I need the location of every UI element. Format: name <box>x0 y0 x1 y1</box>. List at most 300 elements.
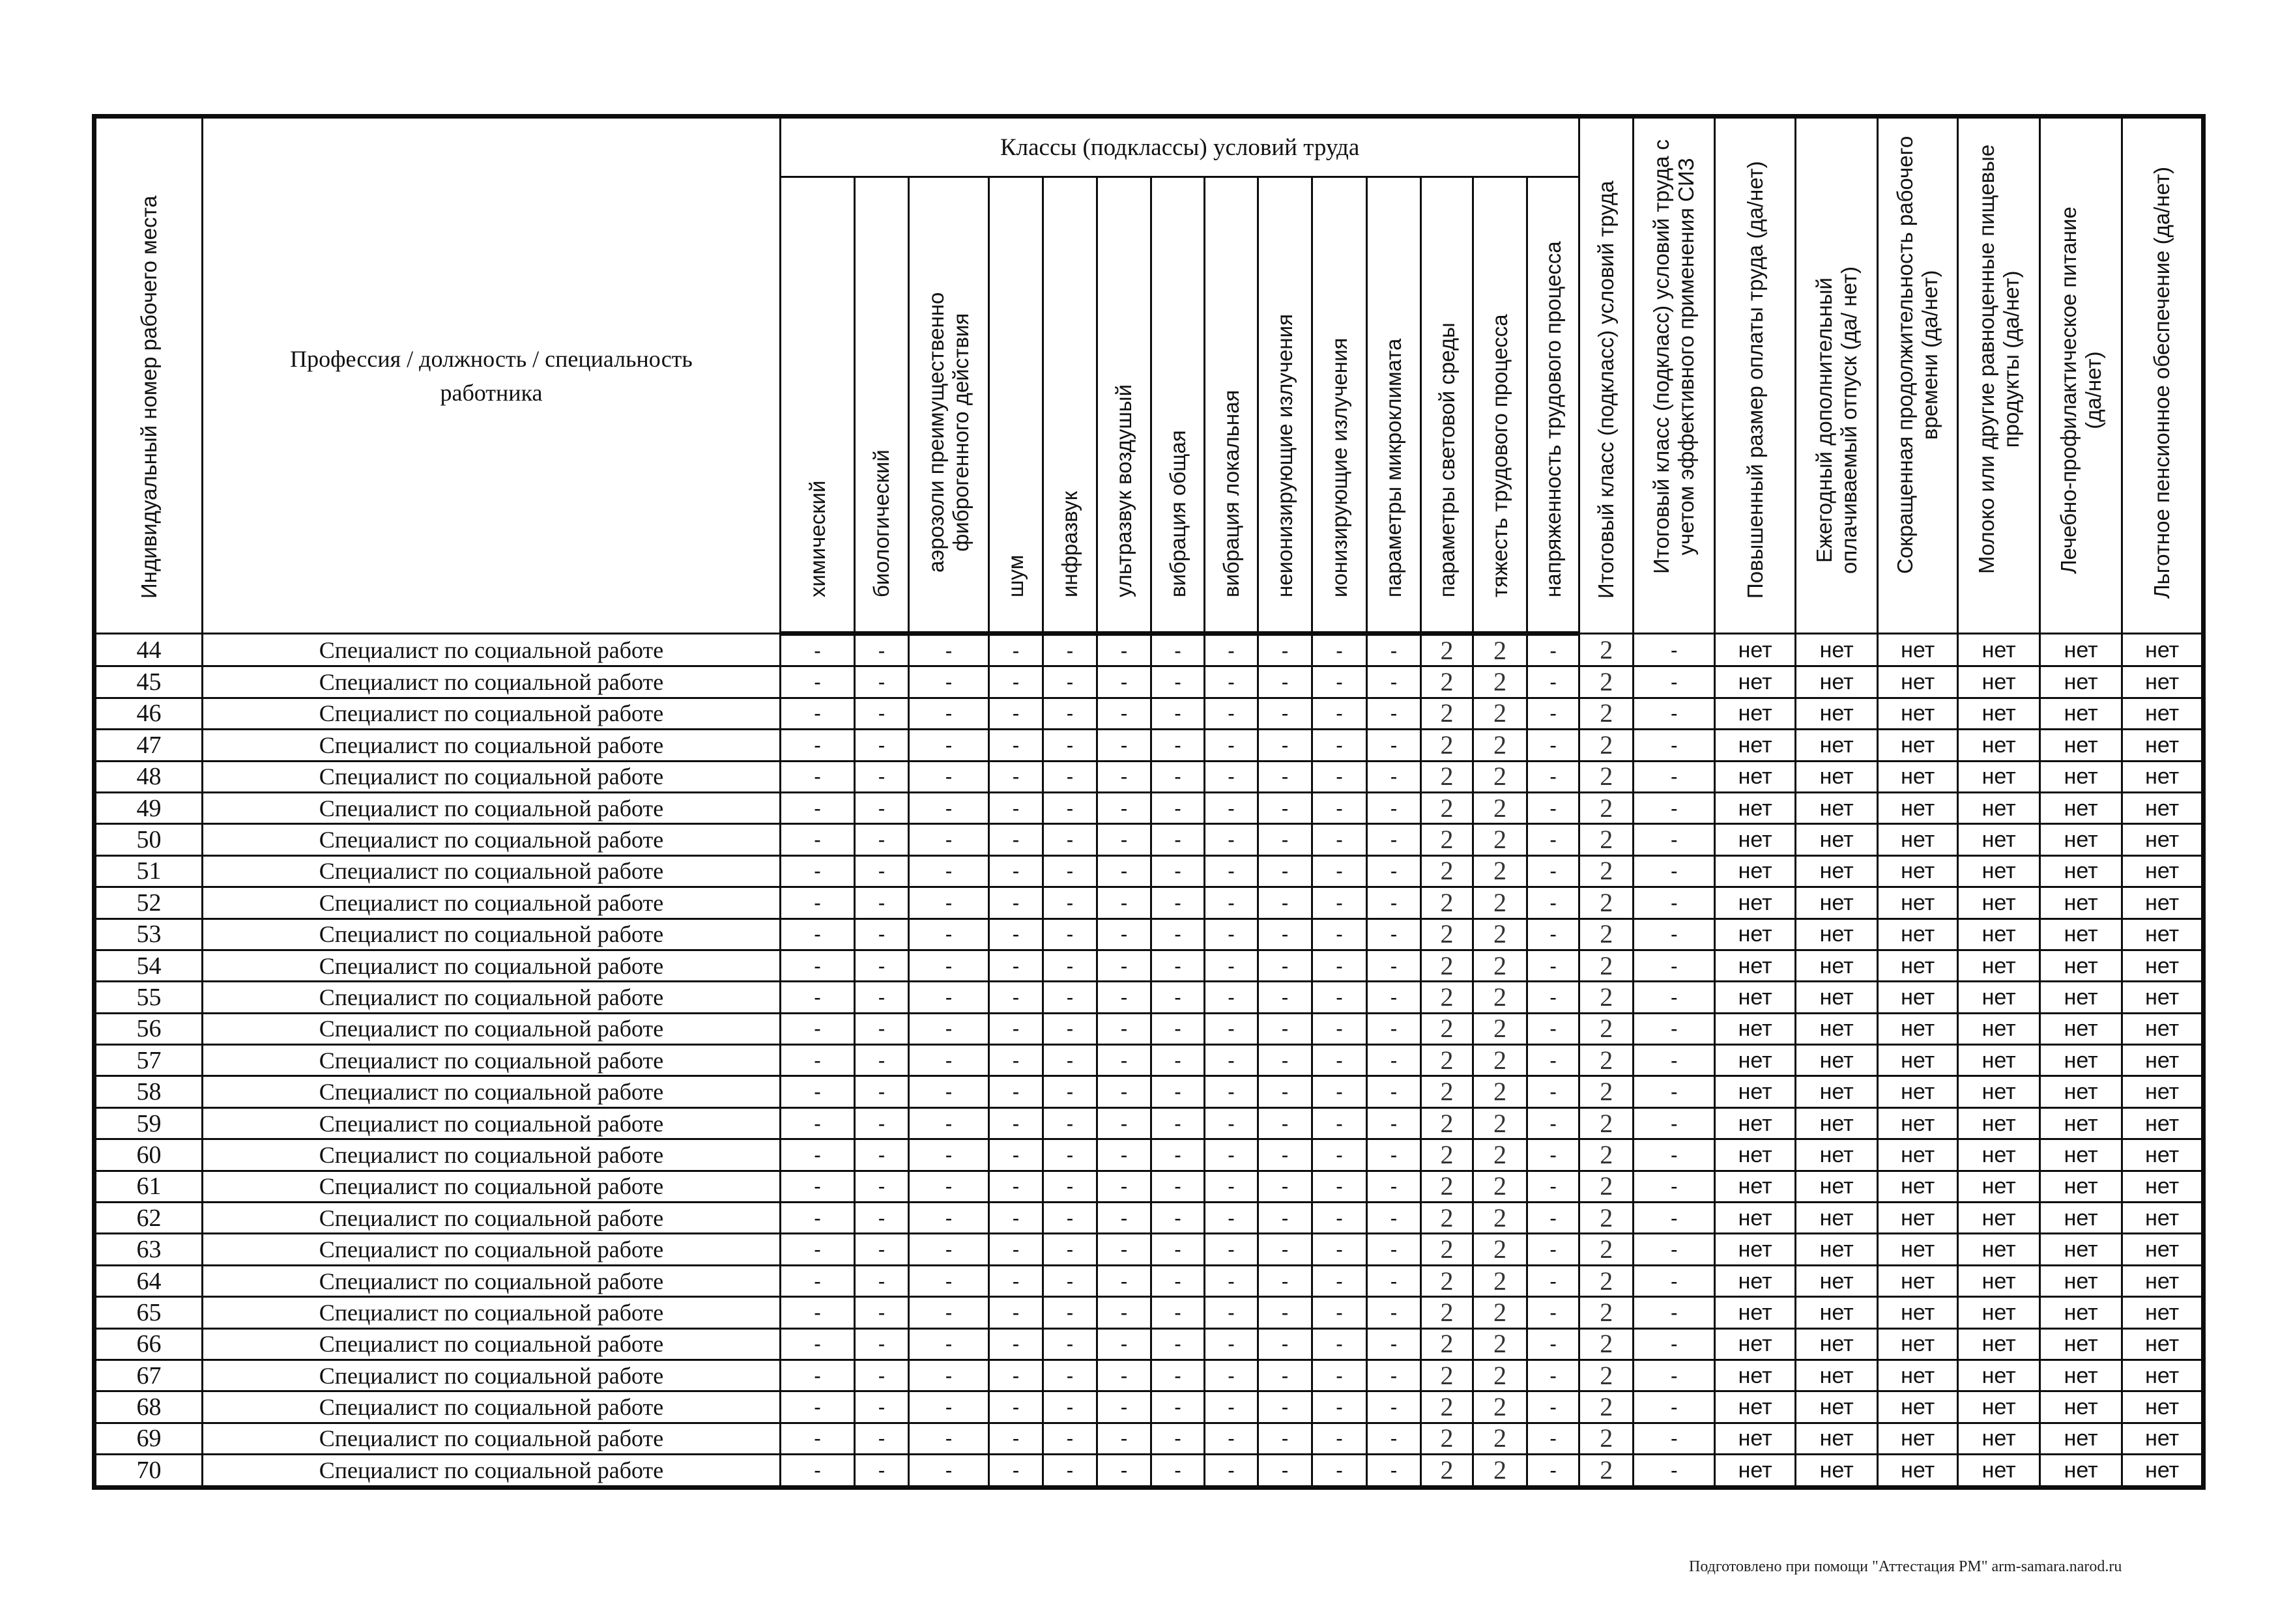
benefit-cell: нет <box>1715 1423 1796 1454</box>
factor-class-cell: 2 <box>1421 1455 1473 1487</box>
factor-class-cell: 2 <box>1473 1107 1527 1139</box>
table-row <box>94 1171 2204 1202</box>
total-class-cell: 2 <box>1579 792 1634 823</box>
header-label-line: Ежегодный дополнительный <box>1811 278 1836 563</box>
factor-class-cell: - <box>781 919 855 950</box>
header-factor <box>1312 177 1367 634</box>
factor-class-cell: - <box>1151 1328 1205 1360</box>
factor-class-cell: - <box>989 824 1043 855</box>
factor-class-cell: - <box>1151 855 1205 887</box>
vertical-label <box>1435 322 1460 597</box>
factor-class-cell: 2 <box>1421 1265 1473 1296</box>
total-class-siz-cell: - <box>1634 950 1715 981</box>
factor-class-cell: 2 <box>1473 1234 1527 1265</box>
factor-class-cell: - <box>1527 919 1579 950</box>
header-total-class <box>1579 117 1634 634</box>
benefit-cell: нет <box>1878 1360 1958 1391</box>
factor-class-cell: - <box>1097 950 1151 981</box>
factor-class-cell: - <box>909 919 989 950</box>
total-class-cell: 2 <box>1579 698 1634 729</box>
factor-class-cell: - <box>1367 1107 1421 1139</box>
benefit-cell: нет <box>1958 1045 2040 1076</box>
benefit-cell: нет <box>1958 1171 2040 1202</box>
factor-class-cell: 2 <box>1473 824 1527 855</box>
header-label-line: продукты (да/нет) <box>1998 270 2023 448</box>
benefit-cell: нет <box>2040 761 2122 792</box>
header-therapeutic-nutrition <box>2040 117 2122 634</box>
benefit-cell: нет <box>1958 761 2040 792</box>
factor-class-cell: - <box>1043 1423 1097 1454</box>
workplace-number-cell: 61 <box>94 1171 203 1202</box>
benefit-cell: нет <box>1715 1391 1796 1423</box>
benefit-cell: нет <box>1958 698 2040 729</box>
workplace-number-cell: 49 <box>94 792 203 823</box>
benefit-cell: нет <box>2040 1234 2122 1265</box>
factor-class-cell: - <box>909 1391 989 1423</box>
benefit-cell: нет <box>1878 1297 1958 1328</box>
factor-class-cell: 2 <box>1421 855 1473 887</box>
factor-class-cell: - <box>1258 950 1312 981</box>
factor-class-cell: 2 <box>1421 634 1473 666</box>
factor-class-cell: - <box>855 761 909 792</box>
workplace-number-cell: 58 <box>94 1076 203 1107</box>
factor-class-cell: 2 <box>1473 666 1527 698</box>
benefit-cell: нет <box>2040 730 2122 761</box>
vertical-label-wrap <box>2123 119 2201 633</box>
factor-class-cell: - <box>1151 1360 1205 1391</box>
benefit-cell: нет <box>1796 1328 1878 1360</box>
factor-class-cell: - <box>1043 982 1097 1013</box>
factor-class-cell: - <box>1312 1423 1367 1454</box>
header-factor <box>1367 177 1421 634</box>
factor-class-cell: - <box>909 982 989 1013</box>
benefit-cell: нет <box>1796 950 1878 981</box>
factor-class-cell: - <box>1367 887 1421 919</box>
benefit-cell: нет <box>1958 855 2040 887</box>
benefit-cell: нет <box>1796 1455 1878 1487</box>
benefit-cell: нет <box>2040 698 2122 729</box>
benefit-cell: нет <box>1796 1297 1878 1328</box>
factor-class-cell: - <box>1258 730 1312 761</box>
factor-class-cell: - <box>1367 950 1421 981</box>
header-increased-pay <box>1715 117 1796 634</box>
total-class-siz-cell: - <box>1634 730 1715 761</box>
profession-cell: Специалист по социальной работе <box>203 1076 781 1107</box>
factor-class-cell: - <box>1312 1360 1367 1391</box>
profession-cell: Специалист по социальной работе <box>203 634 781 666</box>
factor-class-cell: - <box>1312 1203 1367 1234</box>
benefit-cell: нет <box>1958 730 2040 761</box>
benefit-cell: нет <box>1796 824 1878 855</box>
factor-class-cell: 2 <box>1473 1045 1527 1076</box>
header-label-line: тяжесть трудового процесса <box>1488 314 1512 597</box>
header-pension <box>2122 117 2204 634</box>
benefit-cell: нет <box>1878 1107 1958 1139</box>
total-class-cell: 2 <box>1579 950 1634 981</box>
factor-class-cell: - <box>909 1013 989 1044</box>
factor-class-cell: - <box>909 1171 989 1202</box>
total-class-cell: 2 <box>1579 1297 1634 1328</box>
factor-class-cell: - <box>989 1107 1043 1139</box>
benefit-cell: нет <box>1715 919 1796 950</box>
profession-cell: Специалист по социальной работе <box>203 698 781 729</box>
factor-class-cell: - <box>1151 1171 1205 1202</box>
factor-class-cell: - <box>989 698 1043 729</box>
factor-class-cell: - <box>1097 919 1151 950</box>
total-class-cell: 2 <box>1579 1045 1634 1076</box>
factor-class-cell: - <box>1312 982 1367 1013</box>
profession-cell: Специалист по социальной работе <box>203 887 781 919</box>
factor-class-cell: - <box>1312 1171 1367 1202</box>
factor-class-cell: - <box>781 1265 855 1296</box>
header-total-class-siz <box>1634 117 1715 634</box>
factor-class-cell: - <box>1043 634 1097 666</box>
factor-class-cell: - <box>781 1203 855 1234</box>
factor-class-cell: - <box>1043 1203 1097 1234</box>
profession-cell: Специалист по социальной работе <box>203 919 781 950</box>
factor-class-cell: - <box>989 1328 1043 1360</box>
total-class-cell: 2 <box>1579 730 1634 761</box>
header-workplace-number-label: Индивидуальный номер рабочего места <box>136 195 161 599</box>
workplace-number-cell: 56 <box>94 1013 203 1044</box>
factor-class-cell: - <box>781 1076 855 1107</box>
total-class-siz-cell: - <box>1634 1107 1715 1139</box>
total-class-cell: 2 <box>1579 1360 1634 1391</box>
vertical-label <box>805 481 830 597</box>
factor-class-cell: - <box>1258 824 1312 855</box>
benefit-cell: нет <box>2122 1013 2204 1044</box>
factor-class-cell: - <box>1205 1360 1258 1391</box>
benefit-cell: нет <box>1878 1045 1958 1076</box>
factor-class-cell: - <box>855 1391 909 1423</box>
workplace-number-cell: 67 <box>94 1360 203 1391</box>
factor-class-cell: - <box>781 730 855 761</box>
total-class-siz-cell: - <box>1634 1455 1715 1487</box>
factor-class-cell: 2 <box>1421 982 1473 1013</box>
benefit-cell: нет <box>2040 1297 2122 1328</box>
table-row <box>94 887 2204 919</box>
benefit-cell: нет <box>2040 1203 2122 1234</box>
vertical-label-wrap <box>1634 119 1714 633</box>
factor-class-cell: - <box>1312 950 1367 981</box>
factor-class-cell: - <box>1258 698 1312 729</box>
factor-class-cell: - <box>1312 1328 1367 1360</box>
total-class-cell: 2 <box>1579 1423 1634 1454</box>
factor-class-cell: - <box>1205 1234 1258 1265</box>
factor-class-cell: - <box>855 855 909 887</box>
factor-class-cell: - <box>1312 1265 1367 1296</box>
factor-class-cell: - <box>1258 1203 1312 1234</box>
total-class-siz-cell: - <box>1634 1045 1715 1076</box>
benefit-cell: нет <box>1715 666 1796 698</box>
factor-class-cell: - <box>909 761 989 792</box>
factor-class-cell: - <box>1527 1265 1579 1296</box>
factor-class-cell: - <box>1043 824 1097 855</box>
factor-class-cell: - <box>1367 1076 1421 1107</box>
benefit-cell: нет <box>1958 1234 2040 1265</box>
benefit-cell: нет <box>1796 1076 1878 1107</box>
factor-class-cell: 2 <box>1473 1139 1527 1171</box>
table-row <box>94 1391 2204 1423</box>
header-profession-line2: работника <box>440 379 543 406</box>
benefit-cell: нет <box>1958 1423 2040 1454</box>
benefit-cell: нет <box>1796 666 1878 698</box>
factor-class-cell: - <box>1043 698 1097 729</box>
table-row <box>94 792 2204 823</box>
factor-class-cell: 2 <box>1473 792 1527 823</box>
benefit-cell: нет <box>2040 1139 2122 1171</box>
benefit-cell: нет <box>1715 1013 1796 1044</box>
total-class-siz-cell: - <box>1634 792 1715 823</box>
benefit-cell: нет <box>1958 1360 2040 1391</box>
factor-class-cell: - <box>1527 1139 1579 1171</box>
factor-class-cell: - <box>1527 1391 1579 1423</box>
benefit-cell: нет <box>1796 1045 1878 1076</box>
benefit-cell: нет <box>1715 761 1796 792</box>
factor-class-cell: - <box>1258 1360 1312 1391</box>
factor-class-cell: - <box>781 824 855 855</box>
factor-class-cell: - <box>1367 761 1421 792</box>
factor-class-cell: - <box>1097 1234 1151 1265</box>
header-label-line: Сокращенная продолжительность рабочего <box>1893 135 1918 574</box>
factor-class-cell: - <box>1205 824 1258 855</box>
factor-class-cell: 2 <box>1473 919 1527 950</box>
workplace-number-cell: 46 <box>94 698 203 729</box>
header-label-line: Льготное пенсионное обеспечение (да/нет) <box>2150 167 2174 599</box>
factor-class-cell: - <box>909 1139 989 1171</box>
factor-class-cell: - <box>1527 1013 1579 1044</box>
benefit-cell: нет <box>2122 1423 2204 1454</box>
factor-class-cell: - <box>1312 666 1367 698</box>
factor-class-cell: 2 <box>1421 1391 1473 1423</box>
factor-class-cell: - <box>1367 1203 1421 1234</box>
factor-class-cell: - <box>1258 1328 1312 1360</box>
factor-class-cell: 2 <box>1421 1076 1473 1107</box>
vertical-label-wrap <box>2041 119 2121 633</box>
vertical-label-wrap <box>910 178 988 631</box>
profession-cell: Специалист по социальной работе <box>203 855 781 887</box>
vertical-label <box>1058 491 1082 597</box>
total-class-cell: 2 <box>1579 1265 1634 1296</box>
vertical-label <box>1743 161 1768 599</box>
factor-class-cell: - <box>781 950 855 981</box>
factor-class-cell: 2 <box>1473 1013 1527 1044</box>
table-row <box>94 1107 2204 1139</box>
factor-class-cell: 2 <box>1473 1076 1527 1107</box>
benefit-cell: нет <box>1796 792 1878 823</box>
factor-class-cell: - <box>1367 634 1421 666</box>
factor-class-cell: - <box>1043 1234 1097 1265</box>
factor-class-cell: - <box>1367 1360 1421 1391</box>
factor-class-cell: - <box>1205 1076 1258 1107</box>
factor-class-cell: - <box>1097 1171 1151 1202</box>
factor-class-cell: - <box>1258 792 1312 823</box>
total-class-siz-cell: - <box>1634 1139 1715 1171</box>
factor-class-cell: - <box>1312 919 1367 950</box>
factor-class-cell: - <box>1367 1045 1421 1076</box>
table-row <box>94 1013 2204 1044</box>
factor-class-cell: - <box>1367 666 1421 698</box>
factor-class-cell: - <box>1097 730 1151 761</box>
factor-class-cell: - <box>855 1234 909 1265</box>
factor-class-cell: 2 <box>1473 1203 1527 1234</box>
table-row <box>94 1139 2204 1171</box>
factor-class-cell: - <box>1205 730 1258 761</box>
benefit-cell: нет <box>1878 1139 1958 1171</box>
factor-class-cell: - <box>781 1297 855 1328</box>
factor-class-cell: - <box>1527 1455 1579 1487</box>
factor-class-cell: - <box>1205 1203 1258 1234</box>
vertical-label-wrap <box>781 178 854 631</box>
factor-class-cell: - <box>1258 1076 1312 1107</box>
factor-class-cell: - <box>1527 1107 1579 1139</box>
factor-class-cell: - <box>1312 824 1367 855</box>
factor-class-cell: - <box>1258 1234 1312 1265</box>
vertical-label <box>1112 384 1136 597</box>
factor-class-cell: - <box>855 792 909 823</box>
factor-class-cell: - <box>1151 761 1205 792</box>
header-reduced-hours <box>1878 117 1958 634</box>
benefit-cell: нет <box>2122 1203 2204 1234</box>
table-row <box>94 950 2204 981</box>
factor-class-cell: - <box>855 1265 909 1296</box>
header-factor <box>1151 177 1205 634</box>
factor-class-cell: - <box>1367 824 1421 855</box>
factor-class-cell: - <box>1527 634 1579 666</box>
factor-class-cell: - <box>1367 1391 1421 1423</box>
factor-class-cell: 2 <box>1421 1297 1473 1328</box>
factor-class-cell: - <box>909 792 989 823</box>
profession-cell: Специалист по социальной работе <box>203 1234 781 1265</box>
factor-class-cell: - <box>1367 1013 1421 1044</box>
benefit-cell: нет <box>2040 1076 2122 1107</box>
table-row <box>94 1297 2204 1328</box>
header-factor <box>1527 177 1579 634</box>
header-profession <box>203 117 781 634</box>
benefit-cell: нет <box>1715 792 1796 823</box>
header-factor <box>1205 177 1258 634</box>
factor-class-cell: - <box>781 1391 855 1423</box>
factor-class-cell: - <box>855 698 909 729</box>
total-class-siz-cell: - <box>1634 824 1715 855</box>
workplace-number-cell: 54 <box>94 950 203 981</box>
benefit-cell: нет <box>1958 982 2040 1013</box>
benefit-cell: нет <box>2040 792 2122 823</box>
factor-class-cell: - <box>1151 1455 1205 1487</box>
factor-class-cell: - <box>1097 1297 1151 1328</box>
total-class-siz-cell: - <box>1634 887 1715 919</box>
factor-class-cell: - <box>1205 761 1258 792</box>
header-label-line: Итоговый класс (подкласс) условий труда <box>1594 180 1619 599</box>
factor-class-cell: - <box>1312 887 1367 919</box>
factor-class-cell: 2 <box>1473 698 1527 729</box>
vertical-label-wrap <box>1205 178 1257 631</box>
factor-class-cell: - <box>855 1139 909 1171</box>
benefit-cell: нет <box>1715 1171 1796 1202</box>
benefit-cell: нет <box>1796 855 1878 887</box>
total-class-cell: 2 <box>1579 824 1634 855</box>
benefit-cell: нет <box>1958 1203 2040 1234</box>
benefit-cell: нет <box>1878 761 1958 792</box>
vertical-label <box>869 449 894 597</box>
factor-class-cell: - <box>1043 855 1097 887</box>
profession-cell: Специалист по социальной работе <box>203 666 781 698</box>
benefit-cell: нет <box>1958 666 2040 698</box>
factor-class-cell: - <box>1312 855 1367 887</box>
factor-class-cell: 2 <box>1421 1139 1473 1171</box>
vertical-label-wrap <box>990 178 1042 631</box>
factor-class-cell: - <box>1258 1423 1312 1454</box>
workplace-number-cell: 63 <box>94 1234 203 1265</box>
benefit-cell: нет <box>1796 1234 1878 1265</box>
total-class-siz-cell: - <box>1634 1360 1715 1391</box>
factor-class-cell: - <box>1097 1013 1151 1044</box>
factor-class-cell: 2 <box>1421 792 1473 823</box>
factor-class-cell: - <box>1367 919 1421 950</box>
factor-class-cell: - <box>1367 982 1421 1013</box>
benefit-cell: нет <box>1878 855 1958 887</box>
factor-class-cell: - <box>1367 792 1421 823</box>
benefit-cell: нет <box>2122 1107 2204 1139</box>
profession-cell: Специалист по социальной работе <box>203 761 781 792</box>
factor-class-cell: - <box>1043 761 1097 792</box>
benefit-cell: нет <box>1958 634 2040 666</box>
factor-class-cell: - <box>989 1234 1043 1265</box>
total-class-cell: 2 <box>1579 1107 1634 1139</box>
header-classes-group: Классы (подклассы) условий труда <box>781 117 1579 177</box>
benefit-cell: нет <box>2122 634 2204 666</box>
factor-class-cell: - <box>1151 950 1205 981</box>
factor-class-cell: 2 <box>1473 855 1527 887</box>
benefit-cell: нет <box>1715 1265 1796 1296</box>
benefit-cell: нет <box>2122 730 2204 761</box>
factor-class-cell: - <box>1151 666 1205 698</box>
factor-class-cell: - <box>1097 1139 1151 1171</box>
vertical-label <box>1594 180 1619 599</box>
factor-class-cell: - <box>909 1076 989 1107</box>
header-label-line: параметры световой среды <box>1434 322 1459 597</box>
benefit-cell: нет <box>1878 1013 1958 1044</box>
benefit-cell: нет <box>1715 1360 1796 1391</box>
factor-class-cell: - <box>989 1360 1043 1391</box>
benefit-cell: нет <box>1715 698 1796 729</box>
benefit-cell: нет <box>2040 1328 2122 1360</box>
factor-class-cell: - <box>1258 855 1312 887</box>
header-factor <box>781 177 855 634</box>
factor-class-cell: - <box>1312 730 1367 761</box>
total-class-cell: 2 <box>1579 666 1634 698</box>
benefit-cell: нет <box>1878 1455 1958 1487</box>
factor-class-cell: - <box>855 634 909 666</box>
header-factor <box>1421 177 1473 634</box>
header-label-line: параметры микроклимата <box>1381 338 1405 597</box>
factor-class-cell: - <box>989 1391 1043 1423</box>
factor-class-cell: - <box>1258 761 1312 792</box>
table-row <box>94 1360 2204 1391</box>
factor-class-cell: - <box>1367 730 1421 761</box>
factor-class-cell: - <box>1043 1013 1097 1044</box>
total-class-siz-cell: - <box>1634 1391 1715 1423</box>
benefit-cell: нет <box>1796 1423 1878 1454</box>
table-row <box>94 634 2204 666</box>
profession-cell: Специалист по социальной работе <box>203 982 781 1013</box>
vertical-label-wrap <box>1313 178 1366 631</box>
vertical-label-wrap <box>1422 178 1472 631</box>
benefit-cell: нет <box>1878 1171 1958 1202</box>
benefit-cell: нет <box>2040 634 2122 666</box>
benefit-cell: нет <box>1878 1423 1958 1454</box>
factor-class-cell: - <box>1312 1045 1367 1076</box>
